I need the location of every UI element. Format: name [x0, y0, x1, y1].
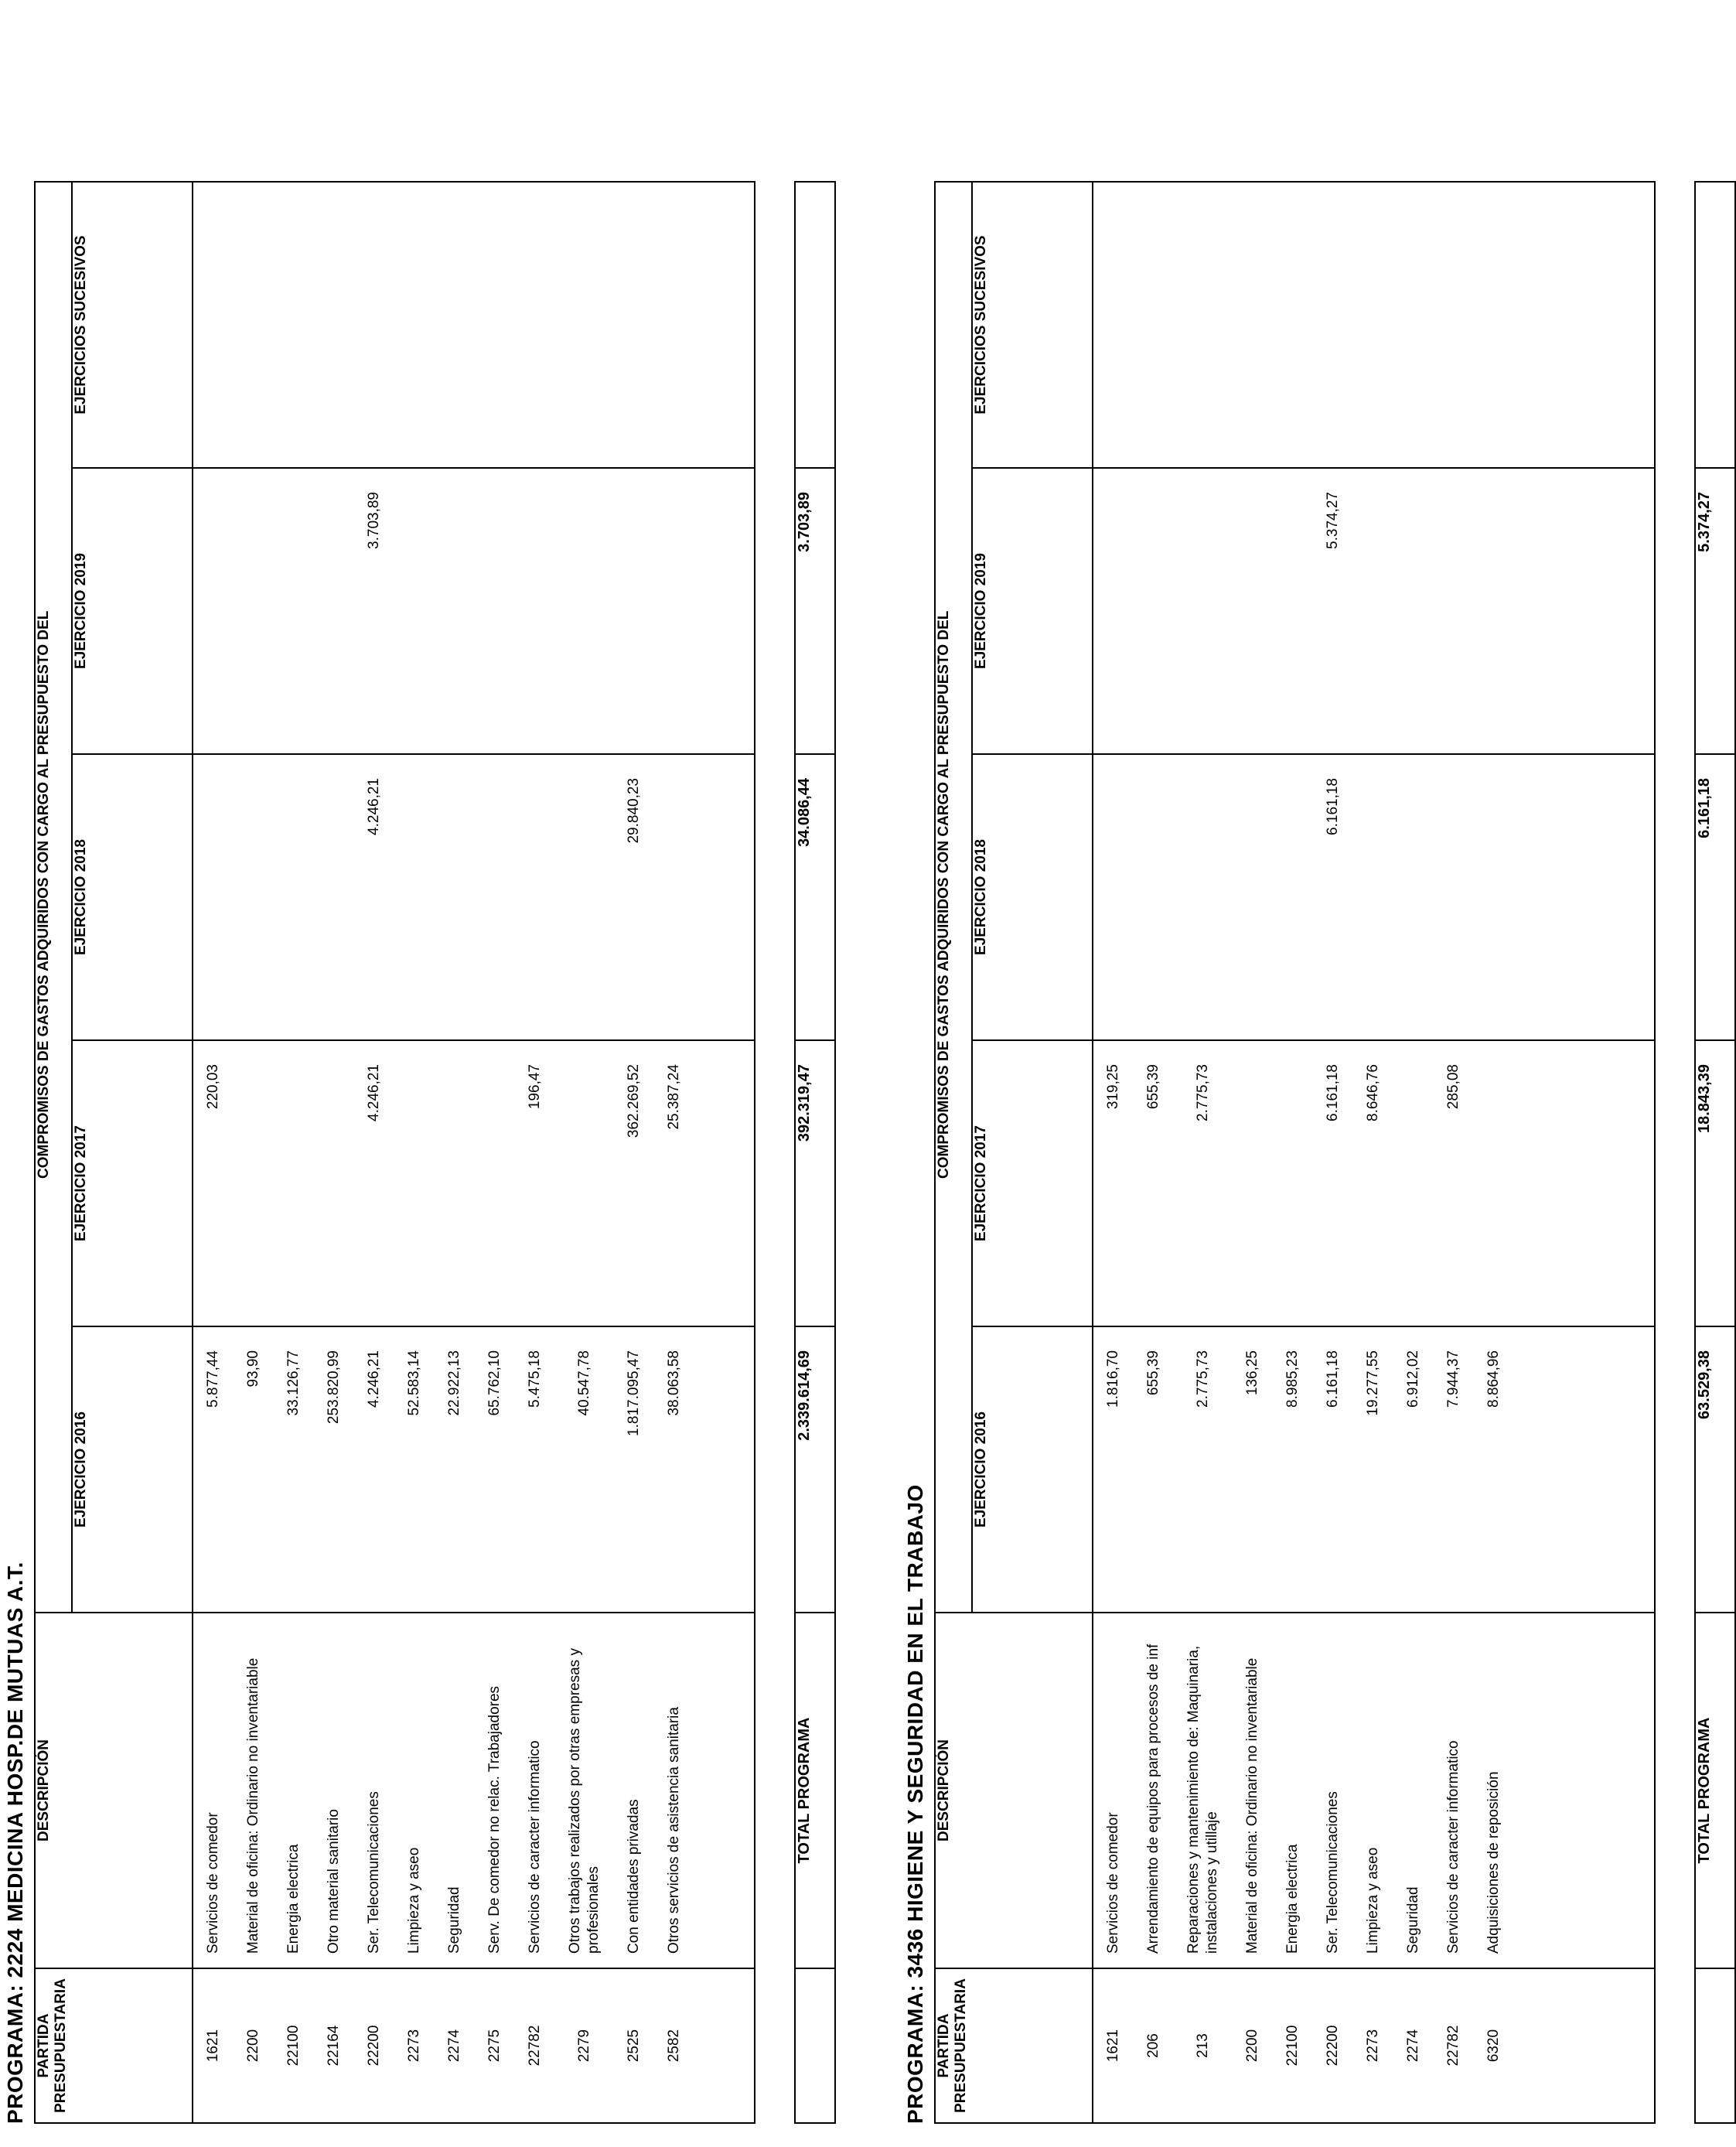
amount-cell: [1174, 183, 1233, 467]
amount-cell: [614, 469, 654, 753]
amount-cell: 136,25: [1244, 1350, 1260, 1396]
amount-cell: [1434, 469, 1474, 753]
column-y2018: [193, 754, 755, 1040]
amount-cell: 220,03: [205, 1064, 221, 1110]
program-total-row: [1694, 181, 1736, 2124]
amount-cell: 6.912,02: [1405, 1350, 1421, 1408]
partida-description: Arrendamiento de equipos para procesos de inf: [1145, 1644, 1161, 1954]
partida-code: 2273: [1365, 2029, 1381, 2063]
amount-cell: [1233, 1041, 1273, 1326]
amount-cell: 40.547,78: [576, 1350, 592, 1416]
amount-cell: [1134, 469, 1174, 753]
total-y2017: 392.319,47: [795, 1040, 835, 1326]
amount-cell: 8.646,76: [1365, 1064, 1381, 1121]
total-y2018: 34.086,44: [795, 754, 835, 1040]
amount-cell: [1273, 469, 1313, 753]
amount-cell: 362.269,52: [626, 1064, 642, 1138]
amount-cell: 655,39: [1145, 1064, 1161, 1110]
amount-cell: [1393, 469, 1434, 753]
partida-code: 6320: [1485, 2029, 1502, 2063]
amount-cell: [274, 469, 314, 753]
amount-cell: 2.775,73: [1195, 1064, 1211, 1121]
partida-description: Servicios de caracter informatico: [527, 1740, 543, 1954]
amount-cell: [475, 755, 515, 1039]
partida-code: 22100: [1284, 2025, 1301, 2067]
amount-cell: [654, 469, 694, 753]
amount-cell: [193, 755, 234, 1039]
amount-cell: 253.820,99: [326, 1350, 342, 1425]
partida-code: 2273: [406, 2029, 422, 2063]
amount-cell: 8.985,23: [1284, 1350, 1301, 1408]
total-y2017: 18.843,39: [1695, 1040, 1735, 1326]
column-code: [1093, 1968, 1655, 2123]
partida-description: Ser. Telecomunicaciones: [1325, 1791, 1341, 1954]
amount-cell: [1434, 183, 1474, 467]
amount-cell: [1273, 183, 1313, 467]
partida-description: Otro material sanitario: [326, 1809, 342, 1954]
total-ys: [795, 182, 835, 468]
header-compromisos-label: COMPROMISOS DE GASTOS ADQUIRIDOS CON CARGO AL PRESUPUESTO DEL: [36, 610, 52, 1179]
amount-cell: 5.475,18: [527, 1350, 543, 1408]
amount-cell: [1093, 469, 1134, 753]
program-table: [34, 181, 755, 2124]
amount-cell: [1353, 183, 1393, 467]
total-label: TOTAL PROGRAMA: [1695, 1613, 1735, 1968]
total-y2016: 2.339.614,69: [795, 1326, 835, 1613]
partida-code: 22200: [1325, 2025, 1341, 2067]
amount-cell: 29.840,23: [626, 778, 642, 844]
header-ejercicio-2016: EJERCICIO 2016: [72, 1326, 193, 1613]
program-title: PROGRAMA: 2224 MEDICINA HOSP.DE MUTUAS A.T.: [3, 1562, 27, 2124]
amount-cell: [394, 469, 435, 753]
amount-cell: 655,39: [1145, 1350, 1161, 1396]
amount-cell: 196,47: [527, 1064, 543, 1110]
amount-cell: [314, 469, 354, 753]
amount-cell: [1313, 183, 1353, 467]
amount-cell: [1093, 755, 1134, 1039]
column-desc: [1093, 1613, 1655, 1968]
program-title: PROGRAMA: 3436 HIGIENE Y SEGURIDAD EN EL TRABAJO: [903, 1484, 927, 2124]
partida-description: Energia electrica: [285, 1844, 302, 1954]
amount-cell: 5.374,27: [1325, 492, 1341, 549]
partida-code: 22100: [285, 2025, 302, 2067]
amount-cell: [555, 469, 614, 753]
column-desc: [193, 1613, 755, 1968]
column-ys: [193, 182, 755, 468]
amount-cell: [1273, 755, 1313, 1039]
amount-cell: 25.387,24: [666, 1064, 682, 1130]
header-ejercicio-2017: EJERCICIO 2017: [972, 1040, 1093, 1326]
partida-code: 2582: [666, 2029, 682, 2063]
partida-description: Adquisiciones de reposición: [1485, 1771, 1502, 1954]
amount-cell: [274, 183, 314, 467]
header-descripcion: DESCRIPCIÓN: [935, 1613, 1093, 1968]
partida-description: Energia electrica: [1284, 1844, 1301, 1954]
amount-cell: [555, 183, 614, 467]
amount-cell: [1474, 469, 1514, 753]
amount-cell: [555, 755, 614, 1039]
amount-cell: [1434, 755, 1474, 1039]
amount-cell: [1233, 755, 1273, 1039]
amount-cell: 319,25: [1105, 1064, 1121, 1110]
amount-cell: [654, 183, 694, 467]
partida-description: Serv. De comedor no relac. Trabajadores: [486, 1685, 503, 1954]
partida-description: Limpieza y aseo: [1365, 1847, 1381, 1954]
amount-cell: 52.583,14: [406, 1350, 422, 1416]
partida-description: Servicios de caracter informatico: [1445, 1740, 1461, 1954]
amount-cell: [515, 755, 555, 1039]
header-partida: PARTIDA PRESUPUESTARIA: [35, 1968, 193, 2123]
column-code: [193, 1968, 755, 2123]
amount-cell: [435, 755, 475, 1039]
amount-cell: [1353, 755, 1393, 1039]
partida-description: Ser. Telecomunicaciones: [366, 1791, 382, 1954]
amount-cell: 8.864,96: [1485, 1350, 1502, 1408]
partida-code: 22200: [366, 2025, 382, 2067]
total-y2019: 3.703,89: [795, 468, 835, 754]
header-compromisos-group: [935, 182, 972, 1613]
program-total-row: [794, 181, 836, 2124]
amount-cell: [1474, 1041, 1514, 1326]
header-compromisos-group: [35, 182, 72, 1613]
header-ejercicio-2019: EJERCICIO 2019: [972, 468, 1093, 754]
header-ejercicio-2017: EJERCICIO 2017: [72, 1040, 193, 1326]
amount-cell: [314, 183, 354, 467]
amount-cell: [1474, 755, 1514, 1039]
partida-description: Seguridad: [446, 1886, 462, 1954]
amount-cell: [1233, 469, 1273, 753]
program-table: [934, 181, 1656, 2124]
partida-description: Otros servicios de asistencia sanitaria: [666, 1707, 682, 1954]
amount-cell: [1093, 183, 1134, 467]
amount-cell: 33.126,77: [285, 1350, 302, 1416]
amount-cell: [1393, 183, 1434, 467]
amount-cell: [1273, 1041, 1313, 1326]
amount-cell: [1393, 755, 1434, 1039]
amount-cell: 1.817.095,47: [626, 1350, 642, 1436]
amount-cell: [193, 183, 234, 467]
amount-cell: [234, 183, 274, 467]
partida-description: Servicios de comedor: [205, 1812, 221, 1954]
amount-cell: 5.877,44: [205, 1350, 221, 1408]
partida-code: 2275: [486, 2029, 503, 2063]
amount-cell: [1174, 469, 1233, 753]
partida-code: 22164: [326, 2025, 342, 2067]
partida-code: 2525: [626, 2029, 642, 2063]
amount-cell: [234, 1041, 274, 1326]
total-y2019: 5.374,27: [1695, 468, 1735, 754]
partida-description: Material de oficina: Ordinario no inventariable: [245, 1657, 261, 1954]
partida-code: 1621: [1105, 2029, 1121, 2063]
total-empty-cell: [1695, 1968, 1735, 2123]
header-descripcion: DESCRIPCIÓN: [35, 1613, 193, 1968]
header-ejercicio-2019: EJERCICIO 2019: [72, 468, 193, 754]
amount-cell: [475, 1041, 515, 1326]
amount-cell: 6.161,18: [1325, 1350, 1341, 1408]
column-y2017: [1093, 1040, 1655, 1326]
amount-cell: [193, 469, 234, 753]
amount-cell: [1233, 183, 1273, 467]
header-ejercicio-2018: EJERCICIO 2018: [72, 754, 193, 1040]
partida-code: 2200: [1244, 2029, 1260, 2063]
amount-cell: [475, 469, 515, 753]
amount-cell: [614, 183, 654, 467]
partida-description: Servicios de comedor: [1105, 1812, 1121, 1954]
header-ejercicios-sucesivos: EJERCICIOS SUCESIVOS: [972, 182, 1093, 468]
amount-cell: [515, 469, 555, 753]
amount-cell: [1393, 1041, 1434, 1326]
partida-description: Seguridad: [1405, 1886, 1421, 1954]
amount-cell: 4.246,21: [366, 778, 382, 835]
amount-cell: [234, 469, 274, 753]
partida-code: 22782: [527, 2025, 543, 2067]
column-y2019: [1093, 468, 1655, 754]
partida-description: Con entidades privadas: [626, 1799, 642, 1954]
partida-code: 2200: [245, 2029, 261, 2063]
total-empty-cell: [795, 1968, 835, 2123]
amount-cell: [1134, 183, 1174, 467]
amount-cell: [555, 1041, 614, 1326]
amount-cell: 2.775,73: [1195, 1350, 1211, 1408]
amount-cell: 22.922,13: [446, 1350, 462, 1416]
header-partida: PARTIDA PRESUPUESTARIA: [935, 1968, 1093, 2123]
header-compromisos-label: COMPROMISOS DE GASTOS ADQUIRIDOS CON CARGO AL PRESUPUESTO DEL: [936, 610, 952, 1179]
total-y2018: 6.161,18: [1695, 754, 1735, 1040]
partida-code: 1621: [205, 2029, 221, 2063]
amount-cell: 19.277,55: [1365, 1350, 1381, 1416]
partida-description: Reparaciones y mantenimiento de: Maquinaria, instalaciones y utillaje: [1185, 1645, 1220, 1954]
total-y2016: 63.529,38: [1695, 1326, 1735, 1613]
partida-code: 2279: [576, 2029, 592, 2063]
amount-cell: [435, 1041, 475, 1326]
total-label: TOTAL PROGRAMA: [795, 1613, 835, 1968]
amount-cell: 6.161,18: [1325, 1064, 1341, 1121]
amount-cell: [1134, 755, 1174, 1039]
header-ejercicios-sucesivos: EJERCICIOS SUCESIVOS: [72, 182, 193, 468]
amount-cell: [354, 183, 394, 467]
column-y2018: [1093, 754, 1655, 1040]
amount-cell: 3.703,89: [366, 492, 382, 549]
amount-cell: [435, 469, 475, 753]
amount-cell: 38.063,58: [666, 1350, 682, 1416]
column-y2019: [193, 468, 755, 754]
amount-cell: [654, 755, 694, 1039]
partida-code: 22782: [1445, 2025, 1461, 2067]
amount-cell: [394, 755, 435, 1039]
header-ejercicio-2018: EJERCICIO 2018: [972, 754, 1093, 1040]
amount-cell: 1.816,70: [1105, 1350, 1121, 1408]
partida-code: 213: [1195, 2033, 1211, 2058]
amount-cell: 93,90: [245, 1350, 261, 1388]
amount-cell: 6.161,18: [1325, 778, 1341, 835]
column-y2016: [1093, 1326, 1655, 1613]
total-ys: [1695, 182, 1735, 468]
amount-cell: 7.944,37: [1445, 1350, 1461, 1408]
partida-code: 2274: [1405, 2029, 1421, 2063]
partida-description: Material de oficina: Ordinario no inventariable: [1244, 1657, 1260, 1954]
partida-code: 2274: [446, 2029, 462, 2063]
amount-cell: [314, 755, 354, 1039]
amount-cell: [515, 183, 555, 467]
amount-cell: 285,08: [1445, 1064, 1461, 1110]
amount-cell: [394, 1041, 435, 1326]
amount-cell: 65.762,10: [486, 1350, 503, 1416]
amount-cell: [1474, 183, 1514, 467]
amount-cell: [394, 183, 435, 467]
amount-cell: [234, 755, 274, 1039]
amount-cell: [475, 183, 515, 467]
partida-description: Limpieza y aseo: [406, 1847, 422, 1954]
partida-code: 206: [1145, 2033, 1161, 2058]
amount-cell: 4.246,21: [366, 1064, 382, 1121]
amount-cell: [274, 1041, 314, 1326]
header-ejercicio-2016: EJERCICIO 2016: [972, 1326, 1093, 1613]
amount-cell: 4.246,21: [366, 1350, 382, 1408]
amount-cell: [1353, 469, 1393, 753]
amount-cell: [274, 755, 314, 1039]
column-y2017: [193, 1040, 755, 1326]
partida-description: Otros trabajos realizados por otras empresas y profesionales: [567, 1648, 602, 1954]
column-y2016: [193, 1326, 755, 1613]
column-ys: [1093, 182, 1655, 468]
amount-cell: [435, 183, 475, 467]
amount-cell: [1174, 755, 1233, 1039]
amount-cell: [314, 1041, 354, 1326]
